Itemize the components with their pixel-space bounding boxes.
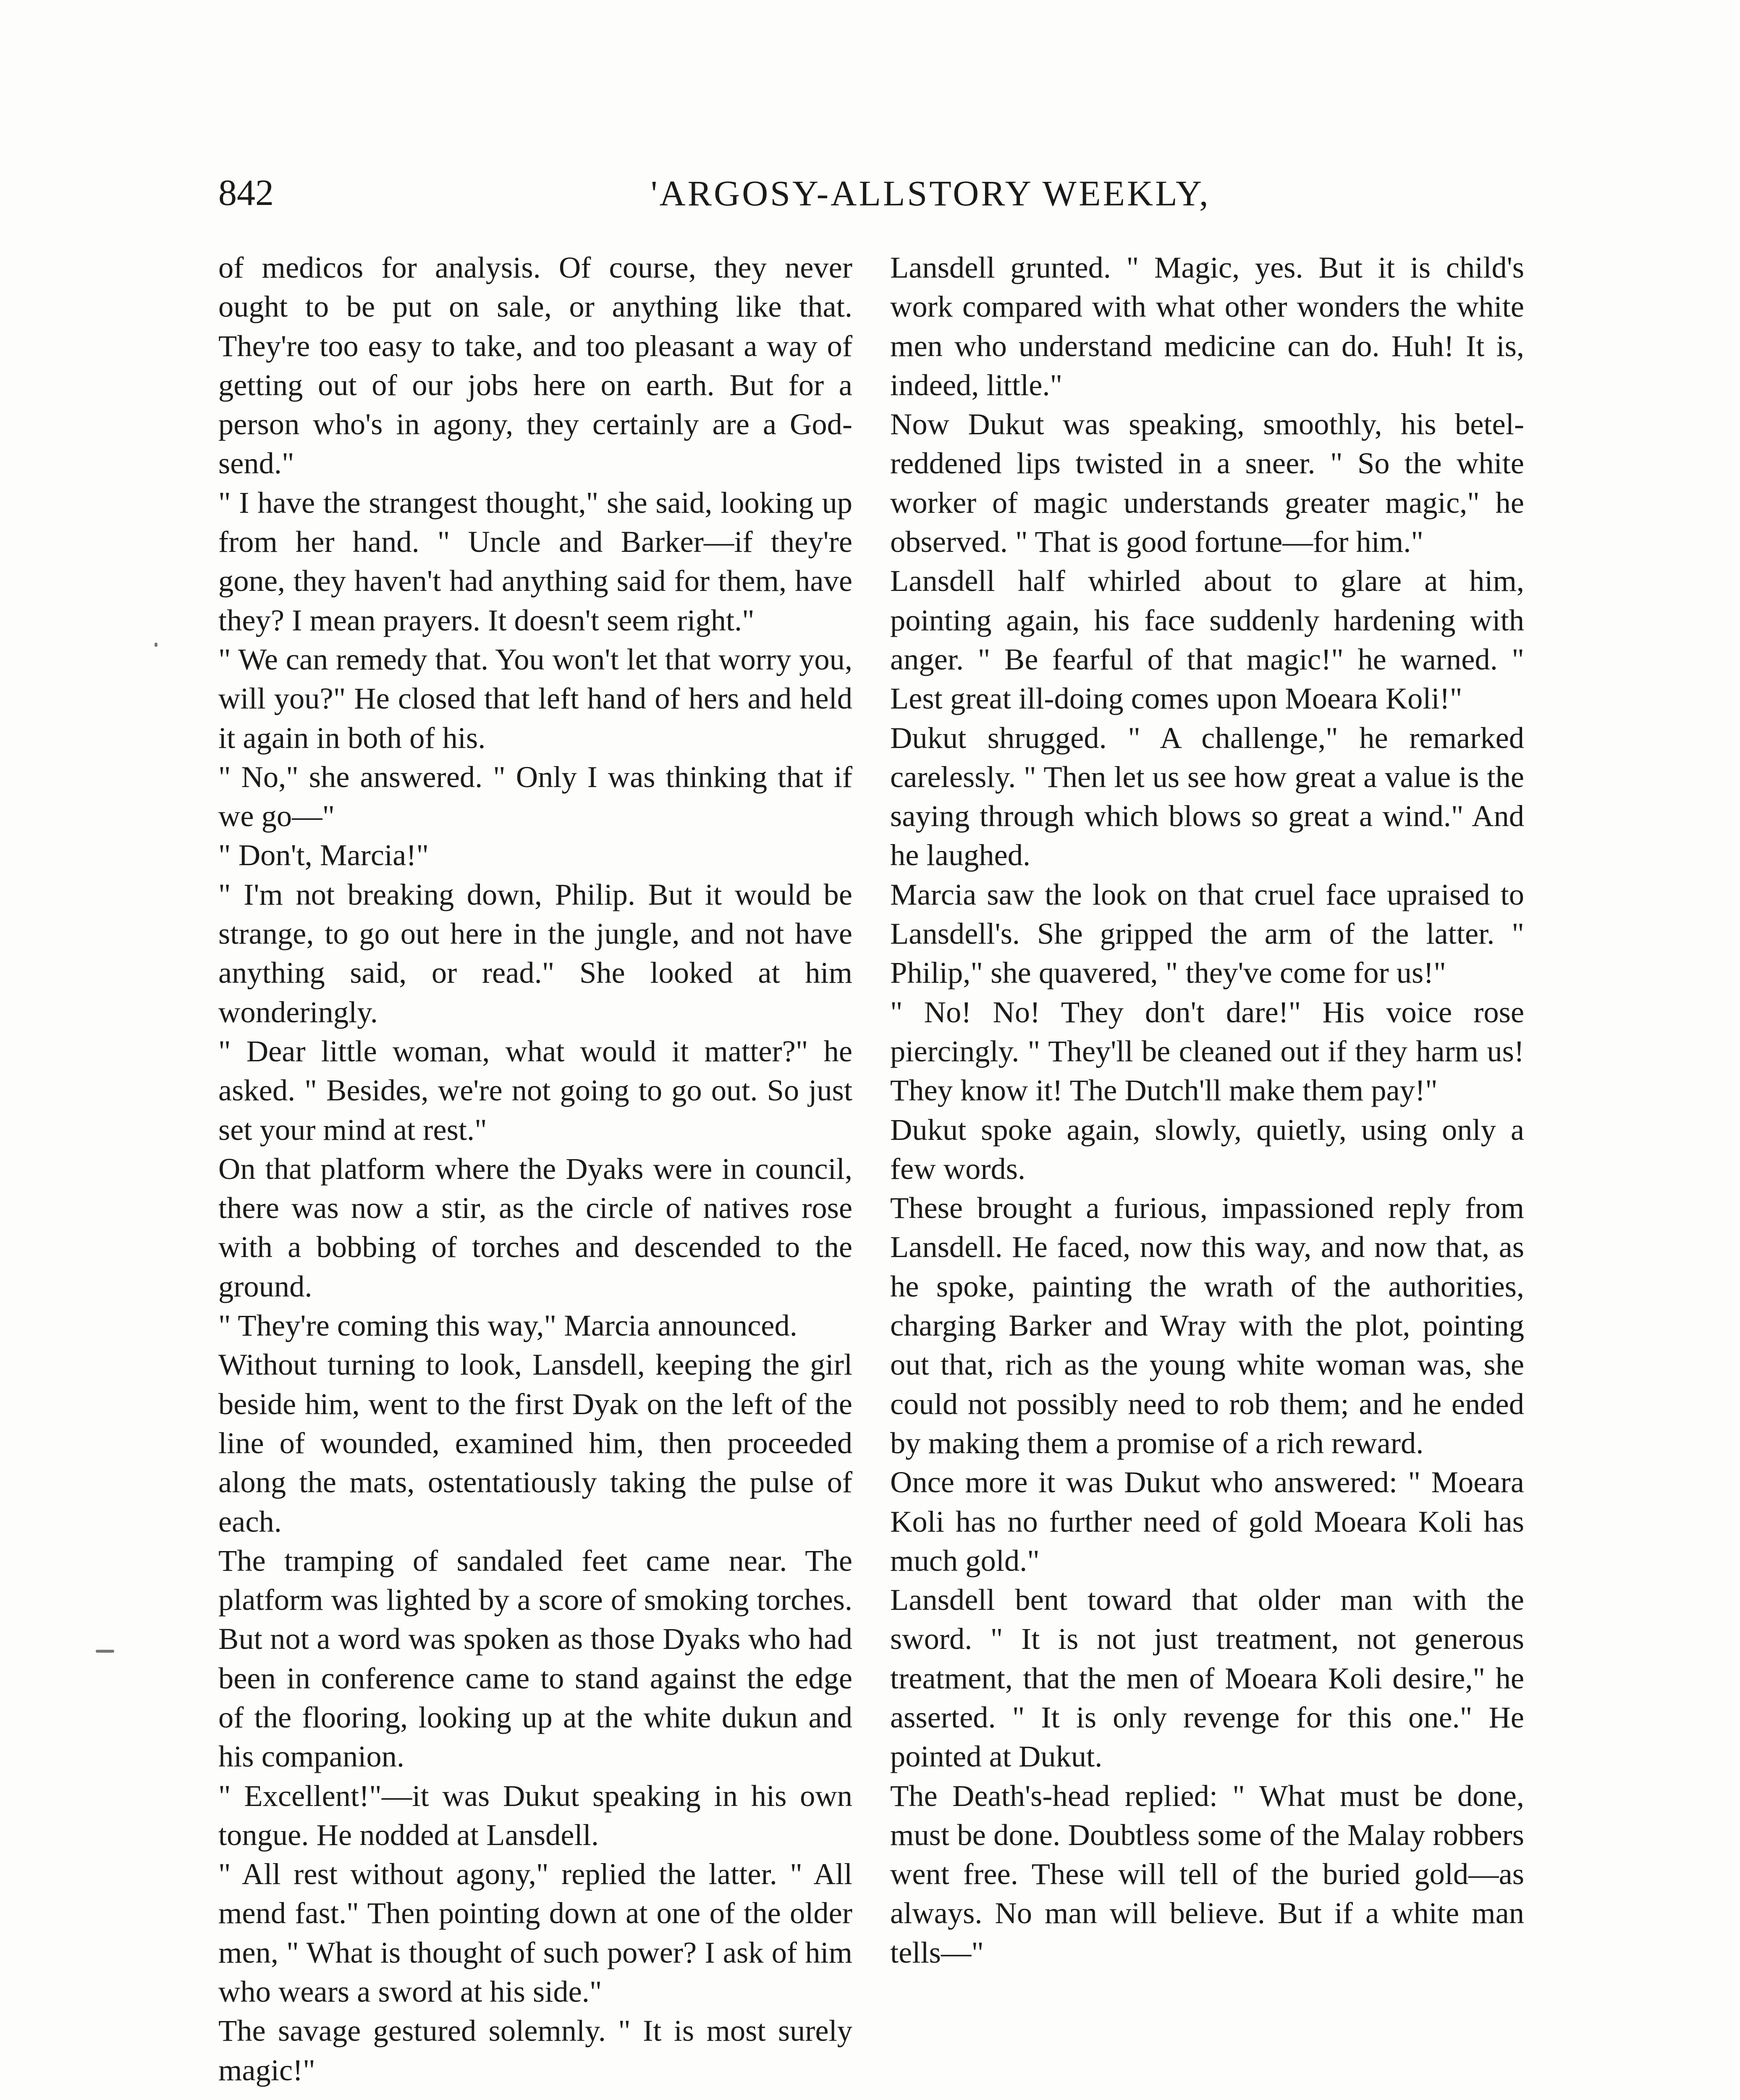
paragraph: The savage gestured solemnly. " It is most surely magic!" [218, 2013, 852, 2087]
paragraph: " Don't, Marcia!" [218, 838, 429, 872]
paragraph: " Excellent!"—it was Dukut speaking in his own tongue. He nodded at Lansdell. [218, 1778, 852, 1852]
scan-speck [155, 643, 157, 647]
paragraph: " I'm not breaking down, Philip. But it would be strange, to go out here in the jungle, and not have anything said, or read." She looked at him wonderingly. [218, 877, 852, 1029]
left-column [218, 248, 852, 2090]
paragraph: " I have the strangest thought," she said, looking up from her hand. " Uncle and Barker—if they're gone, they haven't had anything said for them, have they? I mean prayers. It doesn't seem right." [218, 485, 852, 637]
paragraph: Now Dukut was speaking, smoothly, his betel-reddened lips twisted in a sneer. " So the white worker of magic understands greater magic," he observed. " That is good fortune—for him." [890, 407, 1524, 559]
paragraph: Lansdell bent toward that older man with the sword. " It is not just treatment, not generous treatment, that the men of Moeara Koli desire," he asserted. " It is only revenge for this one." He pointed at Dukut. [890, 1583, 1524, 1774]
paragraph: Marcia saw the look on that cruel face upraised to Lansdell's. She gripped the arm of the latter. " Philip," she quavered, " they've come for us!" [890, 877, 1524, 990]
paragraph: These brought a furious, impassioned reply from Lansdell. He faced, now this way, and now that, as he spoke, painting the wrath of the authorities, charging Barker and Wray with the plot, pointing out that, rich as the young white woman was, she could not possibly need to rob them; and he ended by making them a promise of a rich reward. [890, 1191, 1524, 1460]
paragraph: " Dear little woman, what would it matter?" he asked. " Besides, we're not going to go out. So just set your mind at rest." [218, 1034, 852, 1147]
paragraph: On that platform where the Dyaks were in council, there was now a stir, as the circle of natives rose with a bobbing of torches and descended to the ground. [218, 1151, 852, 1303]
paragraph: Dukut shrugged. " A challenge," he remarked carelessly. " Then let us see how great a value is the saying through which blows so great a wind." And he laughed. [890, 720, 1524, 872]
paragraph: Lansdell half whirled about to glare at him, pointing again, his face suddenly hardening with anger. " Be fearful of that magic!" he warned. " Lest great ill-doing comes upon Moeara Koli!" [890, 564, 1524, 716]
paragraph: " No," she answered. " Only I was thinking that if we go—" [218, 759, 852, 833]
scan-speck [96, 1650, 114, 1653]
paragraph: Lansdell grunted. " Magic, yes. But it is child's work compared with what other wonders the white men who understand medicine can do. Huh! It is, indeed, little." [890, 250, 1524, 402]
running-head: 'ARGOSY-ALLSTORY WEEKLY, [651, 173, 1211, 213]
page-header [218, 168, 1524, 223]
paragraph: " No! No! They don't dare!" His voice rose piercingly. " They'll be cleaned out if they harm us! They know it! The Dutch'll make them pay!" [890, 995, 1524, 1108]
paragraph: The tramping of sandaled feet came near. The platform was lighted by a score of smoking torches. But not a word was spoken as those Dyaks who had been in conference came to stand against the edge of the flooring, looking up at the white dukun and his companion. [218, 1543, 852, 1774]
paragraph: Without turning to look, Lansdell, keeping the girl beside him, went to the first Dyak on the left of the line of wounded, examined him, then proceeded along the mats, ostentatiously taking the pulse of each. [218, 1347, 852, 1538]
page-number: 842 [218, 173, 274, 213]
paragraph: " They're coming this way," Marcia announced. [218, 1308, 797, 1343]
paragraph: of medicos for analysis. Of course, they never ought to be put on sale, or anything like that. They're too easy to take, and too pleasant a way of getting out of our jobs here on earth. But for a person who's in agony, they certainly are a God-send." [218, 250, 852, 480]
paragraph: Once more it was Dukut who answered: " Moeara Koli has no further need of gold Moeara Koli has much gold." [890, 1465, 1524, 1578]
paragraph: " All rest without agony," replied the latter. " All mend fast." Then pointing down at one of the older men, " What is thought of such power? I ask of him who wears a sword at his side." [218, 1857, 852, 2009]
paragraph: Dukut spoke again, slowly, quietly, using only a few words. [890, 1112, 1524, 1186]
paragraph: " We can remedy that. You won't let that worry you, will you?" He closed that left hand of hers and held it again in both of his. [218, 642, 852, 755]
right-column [890, 248, 1524, 1972]
paragraph: The Death's-head replied: " What must be done, must be done. Doubtless some of the Malay robbers went free. These will tell of the buried gold—as always. No man will believe. But if a white man tells—" [890, 1778, 1524, 1969]
